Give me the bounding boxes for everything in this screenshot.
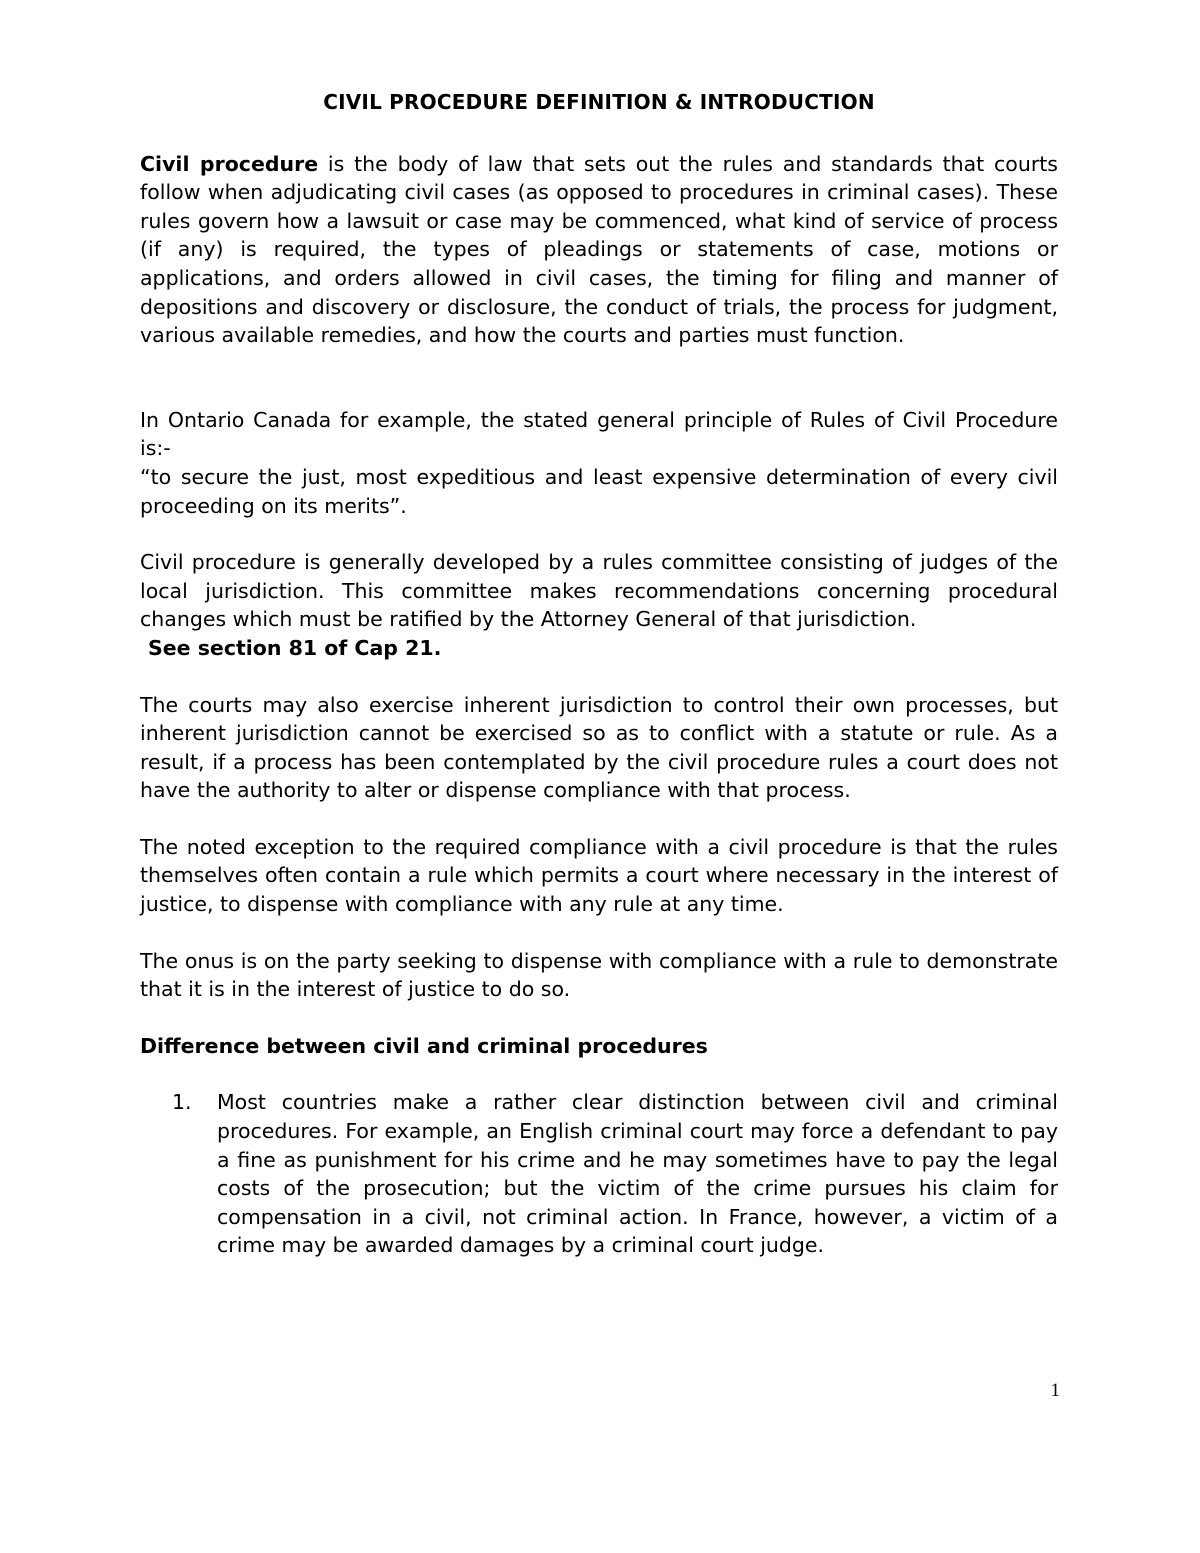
page-title: CIVIL PROCEDURE DEFINITION & INTRODUCTION bbox=[323, 90, 875, 114]
committee-paragraph: Civil procedure is generally developed by a rules committee consisting of judges of the local jurisdiction. This committee makes recommendations concerning procedural changes which must be ratified by the Attorney General of that jurisdiction. bbox=[140, 550, 1058, 632]
difference-heading: Difference between civil and criminal procedures bbox=[140, 1033, 708, 1058]
list-item-text: Most countries make a rather clear distinction between civil and criminal procedures. For example, an English criminal court may force a defendant to pay a fine as punishment for his crime and he may sometimes have to pay the legal costs of the prosecution; but the victim of the crime pursues his claim for compensation in a civil, not criminal action. In France, however, a victim of a crime may be awarded damages by a criminal court judge. bbox=[217, 1090, 1058, 1258]
intro-text: is the body of law that sets out the rules and standards that courts follow when adjudicating civil cases (as opposed to procedures in criminal cases). These rules govern how a lawsuit or case may be commenced, what kind of service of process (if any) is required, the types of pleadings or statements of case, motions or applications, and orders allowed in civil cases, the timing for filing and manner of depositions and discovery or disclosure, the conduct of trials, the process for judgment, various available remedies, and how the courts and parties must function. bbox=[140, 151, 1058, 348]
section-reference-text: See section 81 of Cap 21. bbox=[148, 635, 442, 660]
ontario-lead-paragraph: In Ontario Canada for example, the stated general principle of Rules of Civil Procedure is:- bbox=[140, 407, 1058, 461]
list-item-number: 1. bbox=[172, 1090, 192, 1115]
inherent-jurisdiction-paragraph: The courts may also exercise inherent jurisdiction to control their own processes, but inherent jurisdiction cannot be exercised so as to conflict with a statute or rule. As a result, if a process has been contemplated by the civil procedure rules a court does not have the authority to alter or dispense compliance with that process. bbox=[140, 692, 1058, 803]
list-item bbox=[140, 1088, 1058, 1260]
page-number: 1 bbox=[1050, 1380, 1060, 1401]
intro-paragraph bbox=[140, 150, 1058, 350]
onus-paragraph: The onus is on the party seeking to dispense with compliance with a rule to demonstrate that it is in the interest of justice to do so. bbox=[140, 948, 1058, 1002]
document-body bbox=[140, 88, 1058, 1260]
ontario-quote-paragraph: “to secure the just, most expeditious and least expensive determination of every civil proceeding on its merits”. bbox=[140, 464, 1058, 518]
difference-list bbox=[140, 1088, 1058, 1260]
section-reference bbox=[140, 634, 1058, 663]
intro-term: Civil procedure bbox=[140, 151, 319, 176]
exception-paragraph: The noted exception to the required compliance with a civil procedure is that the rules themselves often contain a rule which permits a court where necessary in the interest of justice, to dispense with compliance with any rule at any time. bbox=[140, 834, 1058, 917]
